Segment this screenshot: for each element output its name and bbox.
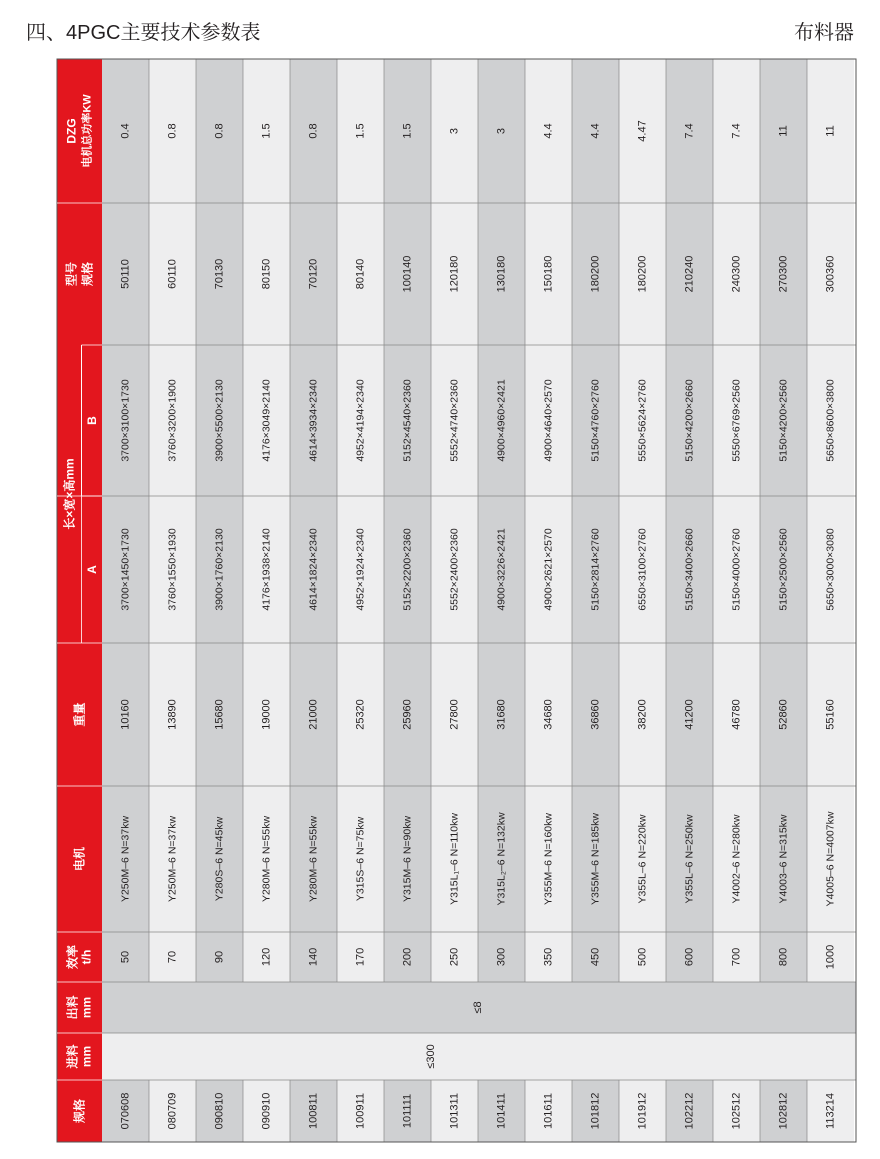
cell-efficiency: 600 <box>683 947 696 967</box>
cell-dim-a: 4952×1924×2340 <box>354 528 367 611</box>
cell-dim-b: 5152×4540×2360 <box>401 379 414 462</box>
cell-weight: 52860 <box>777 699 790 730</box>
cell-weight: 27800 <box>448 699 461 730</box>
cell-motor: Y355L–6 N=250kw <box>683 814 696 904</box>
cell-model: 210240 <box>683 255 696 293</box>
header-feed: 进料 <box>65 1044 80 1069</box>
cell-weight: 41200 <box>683 699 696 730</box>
cell-model: 60110 <box>166 259 179 289</box>
cell-dim-b: 4614×3934×2340 <box>307 379 320 462</box>
cell-dim-a: 5150×3400×2660 <box>683 528 696 611</box>
cell-spec: 090810 <box>213 1092 226 1130</box>
cell-weight: 10160 <box>119 699 132 730</box>
header-efficiency-unit: t/h <box>79 949 94 965</box>
cell-motor: Y4002–6 N=280kw <box>730 814 743 904</box>
cell-spec: 102812 <box>777 1092 790 1130</box>
cell-model: 80150 <box>260 258 273 290</box>
cell-spec: 101311 <box>448 1093 461 1129</box>
cell-spec: 113214 <box>824 1093 837 1129</box>
cell-dim-b: 4900×4960×2421 <box>495 379 508 462</box>
cell-dim-a: 5150×2500×2560 <box>777 528 790 611</box>
cell-dim-a: 5150×2814×2760 <box>589 528 602 611</box>
page-subtitle: 布料器 <box>794 22 854 44</box>
cell-dim-a: 3900×1760×2130 <box>213 528 226 611</box>
cell-model: 100140 <box>401 255 414 293</box>
header-strip <box>57 59 102 1142</box>
cell-motor: Y280S–6 N=45kw <box>213 816 226 902</box>
cell-efficiency: 250 <box>448 947 461 967</box>
cell-motor: Y355L–6 N=220kw <box>636 814 649 904</box>
cell-power: 0.8 <box>166 123 179 139</box>
page-title: 四、4PGC主要技术参数表 <box>26 22 261 44</box>
header-feed-unit: mm <box>79 1045 94 1068</box>
cell-efficiency: 350 <box>542 947 555 967</box>
cell-dim-a: 4614×1824×2340 <box>307 528 320 611</box>
cell-dim-b: 5552×4740×2360 <box>448 379 461 462</box>
cell-model: 70130 <box>213 258 226 290</box>
cell-model: 240300 <box>730 255 743 293</box>
cell-motor: Y250M–6 N=37kw <box>166 815 179 903</box>
cell-motor: Y315S–6 N=75kw <box>354 816 367 902</box>
cell-power: 0.4 <box>119 123 132 139</box>
cell-dim-b: 4176×3049×2140 <box>260 379 273 462</box>
cell-dim-a: 5552×2400×2360 <box>448 528 461 611</box>
cell-power: 4.4 <box>589 123 602 139</box>
header-spec: 规格 <box>72 1098 87 1124</box>
feed-size-cell <box>102 1033 856 1080</box>
cell-dim-a: 3700×1450×1730 <box>119 528 132 611</box>
cell-weight: 19000 <box>260 699 273 730</box>
feed-size-value: ≤300 <box>425 1044 437 1069</box>
header-dim-b: B <box>84 416 99 425</box>
cell-model: 80140 <box>354 258 367 290</box>
cell-power: 4.47 <box>636 120 649 142</box>
cell-dim-b: 5150×4200×2560 <box>777 379 790 462</box>
cell-motor: Y355M–6 N=160kw <box>542 813 555 905</box>
cell-power: 1.5 <box>401 123 414 139</box>
cell-dim-b: 5150×4200×2660 <box>683 379 696 462</box>
cell-spec: 101411 <box>495 1093 508 1129</box>
cell-model: 300360 <box>824 255 837 293</box>
cell-dim-a: 3760×1550×1930 <box>166 528 179 611</box>
cell-model: 70120 <box>307 258 320 290</box>
cell-motor: Y280M–6 N=55kw <box>307 815 320 903</box>
cell-spec: 101912 <box>636 1092 649 1130</box>
cell-efficiency: 800 <box>777 947 790 967</box>
cell-dim-b: 5550×6769×2560 <box>730 379 743 462</box>
cell-motor: Y250M–6 N=37kw <box>119 815 132 903</box>
cell-dim-a: 6550×3100×2760 <box>636 528 649 611</box>
cell-motor: Y355M–6 N=185kw <box>589 813 602 905</box>
cell-dim-b: 5150×4760×2760 <box>589 379 602 462</box>
cell-dim-b: 3900×5500×2130 <box>213 379 226 462</box>
cell-model: 180200 <box>636 255 649 293</box>
header-model-sub: 规格 <box>80 261 95 287</box>
header-weight: 重量 <box>72 702 87 727</box>
cell-model: 50110 <box>119 259 132 289</box>
cell-spec: 080709 <box>166 1092 179 1130</box>
cell-efficiency: 700 <box>730 947 743 967</box>
cell-motor: Y315M–6 N=90kw <box>401 815 414 903</box>
cell-spec: 101611 <box>542 1093 555 1129</box>
discharge-size-value: ≤8 <box>472 1001 484 1014</box>
cell-motor: Y315L₂–6 N=132kw <box>495 812 508 906</box>
cell-dim-a: 4176×1938×2140 <box>260 528 273 611</box>
cell-power: 3 <box>448 127 461 135</box>
cell-weight: 25960 <box>401 699 414 730</box>
header-discharge-unit: mm <box>79 996 94 1019</box>
cell-spec: 100911 <box>354 1093 367 1129</box>
cell-model: 130180 <box>495 255 508 293</box>
cell-efficiency: 90 <box>213 950 226 964</box>
header-power: 电机总功率KW <box>81 94 94 168</box>
cell-efficiency: 1000 <box>824 944 837 970</box>
cell-power: 4.4 <box>542 123 555 139</box>
cell-model: 180200 <box>589 255 602 293</box>
cell-spec: 102212 <box>683 1092 696 1130</box>
cell-motor: Y280M–6 N=55kw <box>260 815 273 903</box>
cell-dim-b: 4952×4194×2340 <box>354 379 367 462</box>
cell-model: 270300 <box>777 255 790 293</box>
cell-motor: Y315L₁–6 N=110kw <box>448 813 461 905</box>
cell-model: 120180 <box>448 255 461 293</box>
cell-motor: Y4003–6 N=315kw <box>777 814 790 904</box>
cell-efficiency: 140 <box>307 947 320 967</box>
header-dim-a: A <box>84 565 99 574</box>
cell-efficiency: 70 <box>166 950 179 964</box>
header-model: 型号 <box>64 261 79 287</box>
cell-dim-a: 5650×3000×3080 <box>824 528 837 611</box>
cell-efficiency: 500 <box>636 947 649 967</box>
cell-weight: 21000 <box>307 699 320 730</box>
cell-weight: 15680 <box>213 699 226 730</box>
cell-dim-a: 5150×4000×2760 <box>730 528 743 611</box>
cell-efficiency: 170 <box>354 947 367 967</box>
cell-power: 1.5 <box>260 123 273 139</box>
cell-weight: 25320 <box>354 699 367 730</box>
header-motor: 电机 <box>72 846 87 872</box>
cell-spec: 100811 <box>307 1093 320 1129</box>
cell-power: 3 <box>495 127 508 135</box>
cell-dim-b: 4900×4640×2570 <box>542 379 555 462</box>
cell-spec: 101111 <box>401 1093 414 1129</box>
cell-weight: 55160 <box>824 699 837 730</box>
header-efficiency: 效率 <box>65 944 80 970</box>
cell-power: 0.8 <box>213 123 226 139</box>
cell-power: 0.8 <box>307 123 320 139</box>
cell-spec: 070608 <box>119 1092 132 1130</box>
cell-weight: 46780 <box>730 699 743 730</box>
cell-efficiency: 120 <box>260 947 273 967</box>
cell-dim-b: 5550×5624×2760 <box>636 379 649 462</box>
cell-weight: 36860 <box>589 699 602 730</box>
cell-weight: 38200 <box>636 699 649 730</box>
cell-dim-b: 3700×3100×1730 <box>119 379 132 462</box>
cell-power: 1.5 <box>354 123 367 139</box>
header-dzg: DZG <box>64 118 79 144</box>
cell-power: 7.4 <box>730 123 743 139</box>
header-dimensions: 长×宽×高mm <box>62 458 77 530</box>
cell-efficiency: 200 <box>401 947 414 967</box>
cell-dim-a: 4900×3226×2421 <box>495 528 508 611</box>
cell-model: 150180 <box>542 255 555 293</box>
cell-efficiency: 450 <box>589 947 602 967</box>
cell-dim-b: 3760×3200×1900 <box>166 379 179 462</box>
cell-efficiency: 50 <box>119 950 132 964</box>
cell-spec: 102512 <box>730 1092 743 1130</box>
cell-spec: 101812 <box>589 1092 602 1130</box>
cell-spec: 090910 <box>260 1092 273 1130</box>
cell-motor: Y4005–6 N=4007kw <box>824 811 837 907</box>
cell-weight: 34680 <box>542 699 555 730</box>
cell-power: 7.4 <box>683 123 696 139</box>
cell-dim-a: 5152×2200×2360 <box>401 528 414 611</box>
cell-power: 11 <box>777 125 790 137</box>
header-discharge: 出料 <box>65 995 80 1020</box>
cell-weight: 31680 <box>495 699 508 730</box>
cell-power: 11 <box>824 125 837 137</box>
cell-dim-a: 4900×2621×2570 <box>542 528 555 611</box>
cell-efficiency: 300 <box>495 947 508 967</box>
cell-weight: 13890 <box>166 699 179 730</box>
cell-dim-b: 5650×8600×3800 <box>824 379 837 462</box>
